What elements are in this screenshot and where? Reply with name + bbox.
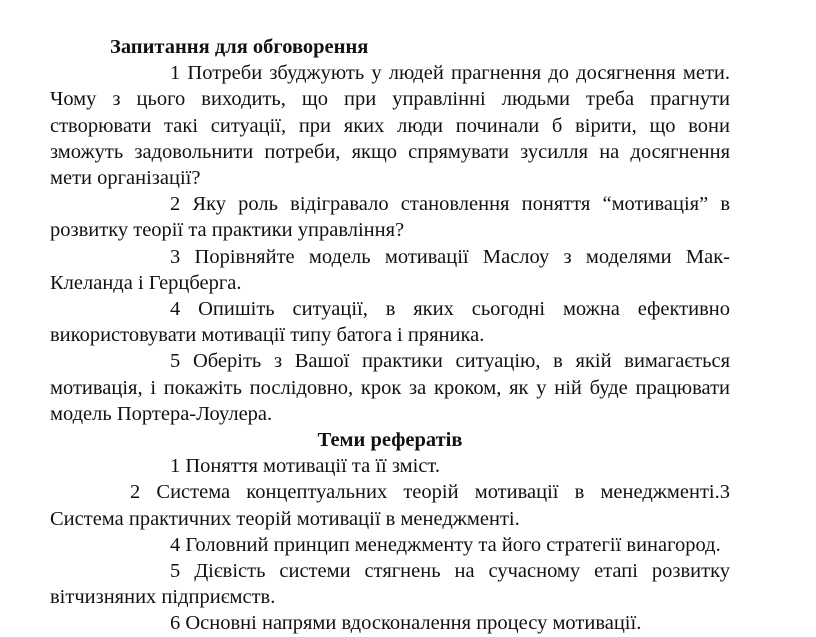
topic-text: Система концептуальних теорій мотивації в менеджменті.3 Система практичних теорій мотивації в менеджменті. (50, 481, 730, 530)
topic-item (50, 479, 730, 531)
question-item (50, 60, 730, 191)
topic-item (50, 532, 730, 558)
topic-item (50, 558, 730, 610)
question-text: Опишіть ситуації, в яких сьогодні можна ефективно використовувати мотивації типу батога і пряника. (50, 298, 731, 347)
topic-text: Поняття мотивації та її зміст. (185, 455, 440, 478)
topic-number: 6 (170, 612, 181, 635)
topic-item (50, 453, 730, 479)
question-text: Порівняйте модель мотивації Маслоу з моделями Мак-Клеланда і Герцберга. (50, 245, 731, 294)
question-number: 3 (170, 245, 181, 268)
question-number: 1 (170, 62, 181, 85)
document-page (50, 34, 730, 637)
question-number: 4 (170, 298, 181, 321)
topic-text: Головний принцип менеджменту та його стратегії винагород. (185, 533, 721, 556)
question-text: Яку роль відігравало становлення поняття “мотивація” в розвитку теорії та практики управління? (50, 193, 731, 242)
topic-number: 2 (130, 481, 141, 504)
topic-number: 1 (170, 455, 181, 478)
topic-number: 5 (170, 560, 181, 583)
question-item (50, 191, 730, 243)
question-item (50, 348, 730, 427)
topic-text: Основні напрями вдосконалення процесу мотивації. (185, 612, 642, 635)
question-text: Потреби збуджують у людей прагнення до досягнення мети. Чому з цього виходить, що при управлінні людьми треба прагнути створювати такі ситуації, при яких люди починали б вірити, що вони зможуть задовольнити потреби, якщо спрямувати зусилля на досягнення мети організації? (50, 62, 730, 190)
topic-text: Дієвість системи стягнень на сучасному етапі розвитку вітчизняних підприємств. (50, 560, 730, 609)
question-number: 2 (170, 193, 181, 216)
topics-heading: Теми рефератів (317, 429, 463, 452)
questions-heading: Запитання для обговорення (110, 36, 369, 58)
question-number: 5 (170, 350, 181, 373)
topic-number: 4 (170, 533, 181, 556)
question-item (50, 244, 730, 296)
question-text: Оберіть з Вашої практики ситуацію, в якій вимагається мотивація, і покажіть послідовно, крок за кроком, як у ній буде працювати модель Портера-Лоулера. (50, 350, 731, 425)
question-item (50, 296, 730, 348)
